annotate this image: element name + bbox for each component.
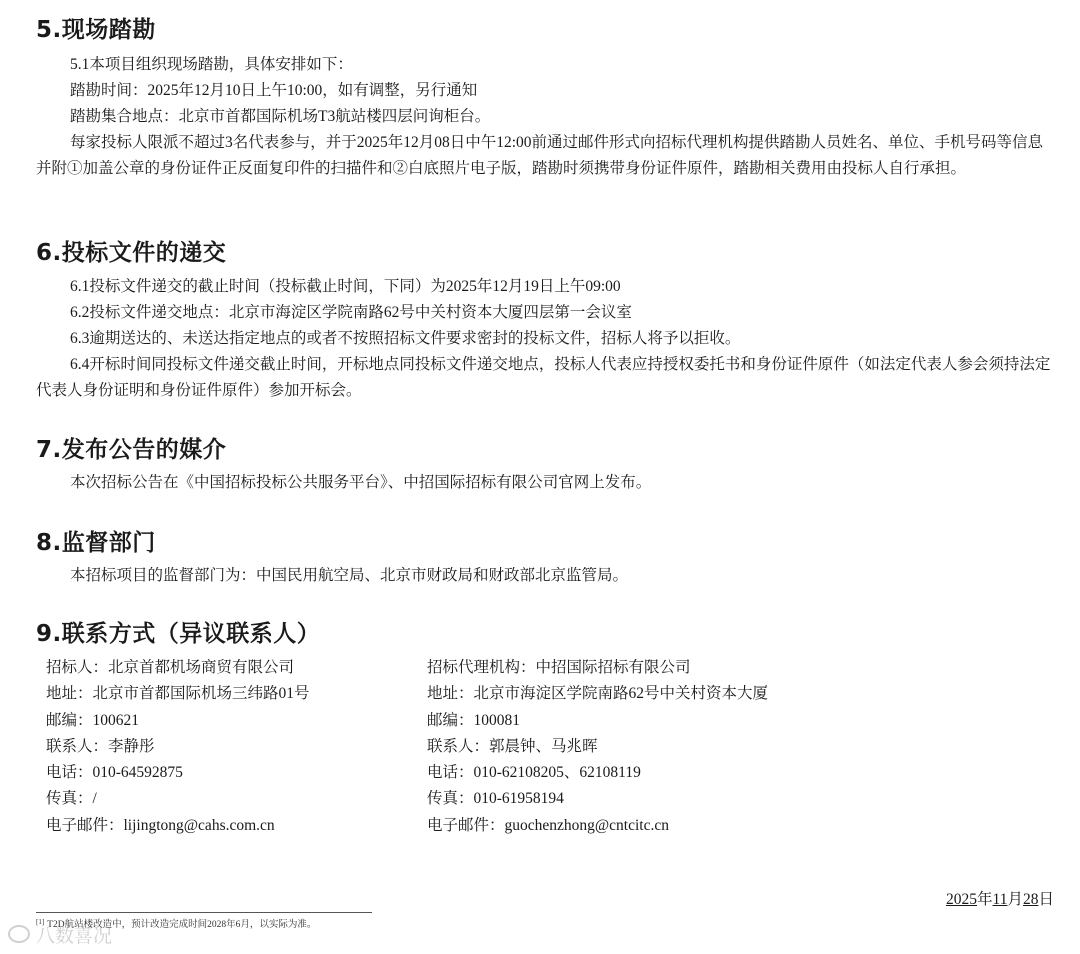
section-5-heading: 5.现场踏勘 (36, 17, 156, 43)
footnote-divider (36, 912, 372, 913)
date-month-suffix: 月 (1007, 891, 1023, 908)
agency-name: 招标代理机构：中招国际招标有限公司 (427, 659, 691, 676)
tenderer-name: 招标人：北京首都机场商贸有限公司 (46, 659, 295, 676)
footnote-mark: [1] (36, 918, 45, 926)
tenderer-email: 电子邮件：lijingtong@cahs.com.cn (46, 816, 275, 834)
date-month: 11 (992, 891, 1008, 908)
agency-phone: 电话：010-62108205、62108119 (427, 764, 641, 782)
section-9-heading: 9.联系方式（异议联系人） (36, 621, 321, 647)
date-day-suffix: 日 (1038, 891, 1054, 908)
agency-address: 地址：北京市海淀区学院南路62号中关村资本大厦 (427, 685, 769, 703)
date-day: 28 (1022, 891, 1039, 908)
agency-postcode: 邮编：100081 (427, 711, 521, 729)
s8-paragraph-1: 本招标项目的监督部门为：中国民用航空局、北京市财政局和财政部北京监管局。 (70, 567, 629, 584)
tenderer-contact-person: 联系人：李静彤 (46, 737, 155, 755)
agency-fax: 传真：010-61958194 (427, 790, 564, 808)
tenderer-phone: 电话：010-64592875 (46, 764, 183, 782)
tenderer-address: 地址：北京市首都国际机场三纬路01号 (46, 685, 310, 703)
s7-paragraph-1: 本次招标公告在《中国招标投标公共服务平台》、中招国际招标有限公司官网上发布。 (70, 474, 652, 491)
s5-paragraph-3: 踏勘集合地点：北京市首都国际机场T3航站楼四层问询柜台。 (70, 108, 491, 125)
s6-paragraph-1: 6.1投标文件递交的截止时间（投标截止时间，下同）为2025年12月19日上午09:00 (70, 278, 621, 295)
s5-paragraph-2: 踏勘时间：2025年12月10日上午10:00，如有调整，另行通知 (70, 82, 478, 99)
watermark-logo-icon (8, 925, 30, 943)
agency-email: 电子邮件：guochenzhong@cntcitc.cn (427, 816, 669, 834)
s6-paragraph-4: 6.4开标时间同投标文件递交截止时间，开标地点同投标文件递交地点，投标人代表应持授权委托书和身份证件原件（如法定代表人参会须持法定代表人身份证明和身份证件原件）参加开标会。 (36, 356, 1051, 399)
s5-paragraph-1: 5.1本项目组织现场踏勘，具体安排如下： (70, 56, 353, 73)
tenderer-postcode: 邮编：100621 (46, 711, 140, 729)
document-date (946, 888, 1054, 912)
tenderer-fax: 传真：/ (46, 790, 97, 808)
date-year: 2025 (946, 891, 978, 908)
s5-paragraph-4: 每家投标人限派不超过3名代表参与，并于2025年12月08日中午12:00前通过邮件形式向招标代理机构提供踏勘人员姓名、单位、手机号码等信息并附①加盖公章的身份证件正反面复印件的扫描件和②白底照片电子版，踏勘时须携带身份证件原件，踏勘相关费用由投标人自行承担。 (36, 134, 1044, 177)
agency-contact-person: 联系人：郭晨钟、马兆晖 (427, 737, 598, 755)
s6-paragraph-3: 6.3逾期送达的、未送达指定地点的或者不按照招标文件要求密封的投标文件，招标人将予以拒收。 (70, 330, 741, 347)
section-7-heading: 7.发布公告的媒介 (36, 437, 227, 463)
tenderer-contact-column (46, 655, 406, 839)
watermark-text: 八数喜况 (36, 925, 113, 947)
agency-contact-column (427, 655, 807, 839)
date-year-suffix: 年 (977, 891, 993, 908)
watermark (8, 924, 112, 948)
s6-paragraph-2: 6.2投标文件递交地点：北京市海淀区学院南路62号中关村资本大厦四层第一会议室 (70, 304, 632, 321)
footnote-text: T2D航站楼改造中，预计改造完成时间2028年6月，以实际为准。 (47, 920, 317, 930)
section-8-heading: 8.监督部门 (36, 530, 156, 556)
section-6-heading: 6.投标文件的递交 (36, 240, 227, 266)
